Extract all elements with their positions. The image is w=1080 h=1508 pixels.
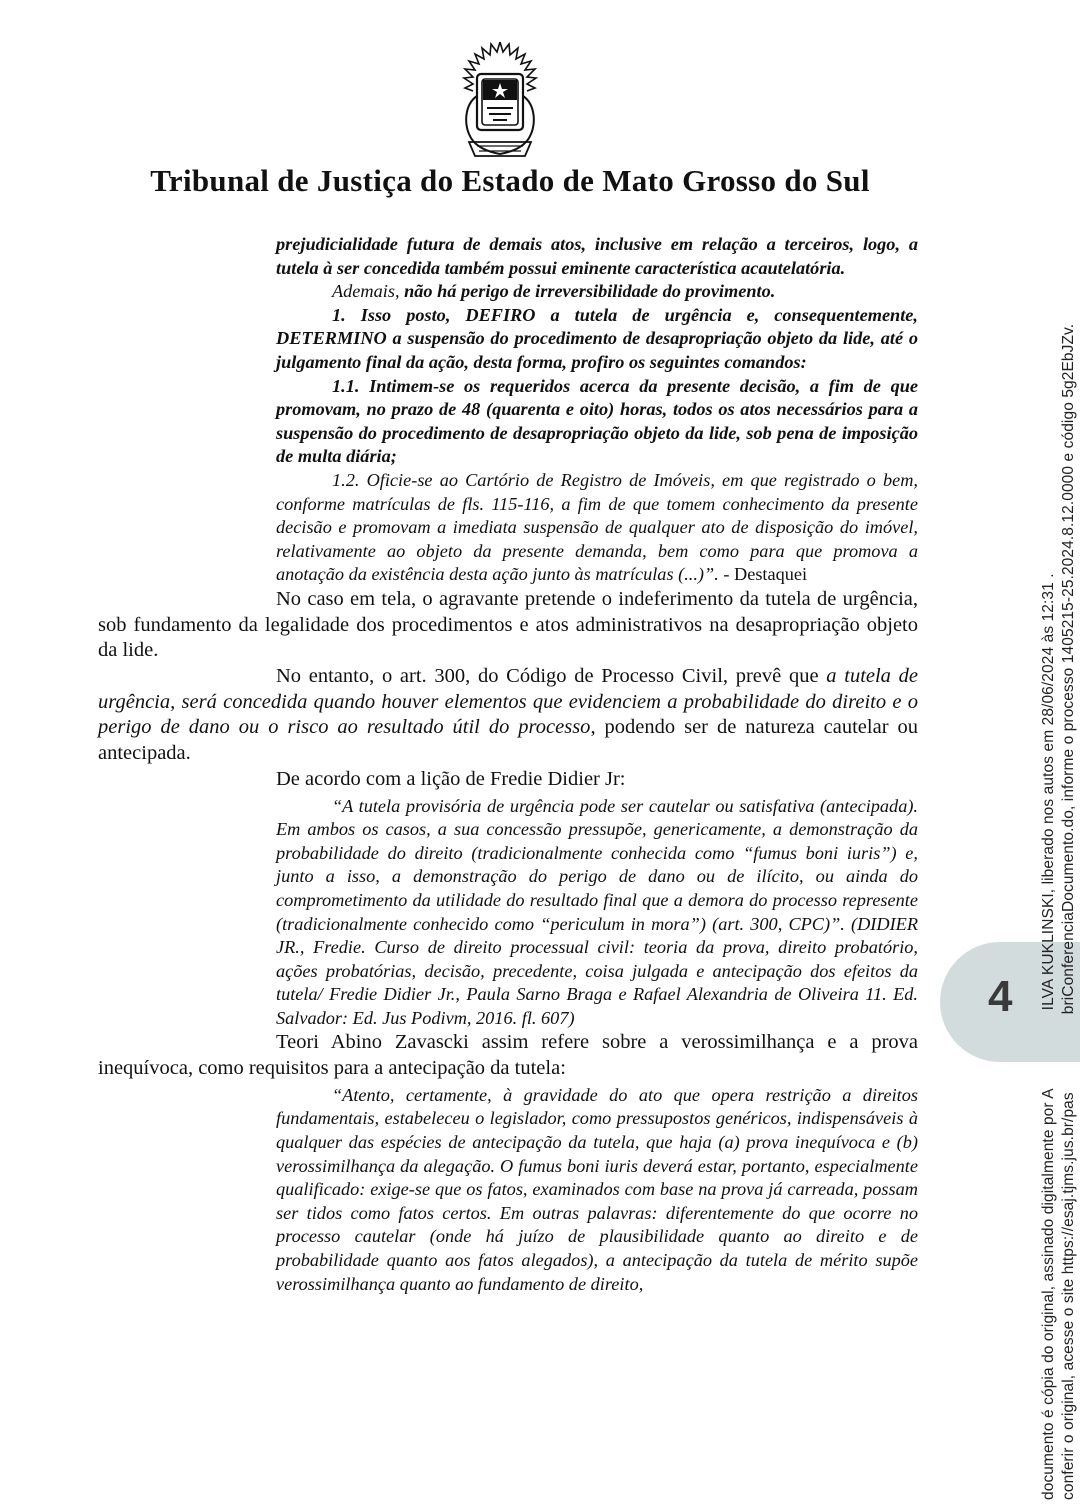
signature-notice-2b: briConferenciaDocumento.do, informe o processo 1405215-25.2024.8.12.0000 e código 5g2EbJZv. bbox=[1060, 323, 1077, 1015]
quote-irreversibility-lead: Ademais, bbox=[332, 281, 405, 302]
quote-order-1-2 bbox=[276, 469, 918, 587]
quote-irreversibility-bold: não há perigo de irreversibilidade do provimento. bbox=[404, 281, 776, 302]
paragraph-didier: De acordo com a lição de Fredie Didier Jr: bbox=[276, 767, 626, 790]
quote-order-1-2-text: 1.2. Oficie-se ao Cartório de Registro de Imóveis, em que registrado o bem, conforme matrículas de fls. 115-116, a fim de que tomem conhecimento da presente decisão e promovam a imediata suspensão de qualquer ato de disposição do imóvel, relativamente ao objeto da presente demanda, bem como para que promova a anotação da existência desta ação junto às matrículas (...)”. bbox=[276, 469, 918, 585]
signature-notice-1b: ILVA KUKLINSKI, liberado nos autos em 28/06/2024 às 12:31 . bbox=[1040, 573, 1057, 1011]
document-body bbox=[98, 233, 918, 1296]
page-number: 4 bbox=[988, 972, 1013, 1021]
paragraph-case: No caso em tela, o agravante pretende o indeferimento da tutela de urgência, sob fundamento da legalidade dos procedimentos e atos administrativos na desapropriação objeto da lide. bbox=[98, 587, 918, 662]
signature-notice-line-2 bbox=[1060, 324, 1078, 1500]
signature-notice-2a: conferir o original, acesse o site https://esaj.tjms.jus.br/pas bbox=[1060, 1092, 1077, 1500]
quote-didier: “A tutela provisória de urgência pode ser cautelar ou satisfativa (antecipada). Em ambos os casos, a sua concessão pressupõe, genericamente, a demonstração da probabilidade do direito (tradicionalmente conhecida como “fumus boni iuris”) e, junto a isso, a demonstração do perigo de dano ou de ilícito, ou ainda do comprometimento da utilidade do resultado final que a demora do processo represente (tradicionalmente conhecido como “periculum in mora”) (art. 300, CPC)”. (DIDIER JR., Fredie. Curso de direito processual civil: teoria da prova, direito probatório, ações probatórias, decisão, precedente, coisa julgada e antecipação dos efeitos da tutela/ Fredie Didier Jr., Paula Sarno Braga e Rafael Alexandria de Oliveira 11. Ed. Salvador: Ed. Jus Podivm, 2016. fl. 607) bbox=[276, 795, 918, 1028]
quote-zavascki: “Atento, certamente, à gravidade do ato que opera restrição a direitos fundamentais, estabeleceu o legislador, como pressupostos genéricos, indispensáveis à qualquer das espécies de antecipação da tutela, que haja (a) prova inequívoca e (b) verossimilhança da alegação. O fumus boni iuris deverá estar, portanto, especialmente qualificado: exige-se que os fatos, examinados com base na prova já carreada, possam ser tidos como fatos certos. Em outras palavras: diferentemente do que ocorre no processo cautelar (onde há juízo de plausibilidade quanto ao direito e de probabilidade quanto aos fatos alegados), a antecipação da tutela de mérito supõe verossimilhança quanto ao fundamento de direito, bbox=[276, 1084, 918, 1294]
quote-irreversibility bbox=[276, 280, 918, 304]
paragraph-art-300-tail: , podendo ser de natureza cautelar ou antecipada. bbox=[98, 716, 918, 765]
page-number-badge bbox=[940, 942, 1080, 1062]
signature-notice-1a: documento é cópia do original, assinado digitalmente por A bbox=[1040, 1088, 1057, 1500]
quote-order-1-1: 1.1. Intimem-se os requeridos acerca da presente decisão, a fim de que promovam, no prazo de 48 (quarenta e oito) horas, todos os atos necessários para a suspensão do procedimento de desapropriação objeto da lide, sob pena de imposição de multa diária; bbox=[276, 375, 918, 467]
court-title: Tribunal de Justiça do Estado de Mato Grosso do Sul bbox=[150, 163, 870, 198]
signature-notice-line-1 bbox=[1040, 573, 1058, 1500]
paragraph-zavascki: Teori Abino Zavascki assim refere sobre a verossimilhança e a prova inequívoca, como requisitos para a antecipação da tutela: bbox=[98, 1031, 918, 1080]
emphasis-note: - Destaquei bbox=[723, 564, 808, 585]
coat-of-arms-icon bbox=[447, 38, 553, 166]
paragraph-art-300-lead: No entanto, o art. 300, do Código de Processo Civil, prevê que bbox=[276, 665, 827, 688]
paragraph-art-300-quote: a tutela de urgência, será concedida quando houver elementos que evidenciem a probabilidade do direito e o perigo de dano ou o risco ao resultado útil do processo bbox=[98, 665, 918, 739]
paragraph-art-300 bbox=[98, 664, 918, 767]
quote-order-1: 1. Isso posto, DEFIRO a tutela de urgência e, consequentemente, DETERMINO a suspensão do procedimento de desapropriação objeto da lide, até o julgamento final da ação, desta forma, profiro os seguintes comandos: bbox=[276, 304, 918, 372]
quote-reasoning: prejudicialidade futura de demais atos, inclusive em relação a terceiros, logo, a tutela à ser concedida também possui eminente característica acautelatória. bbox=[276, 234, 918, 278]
